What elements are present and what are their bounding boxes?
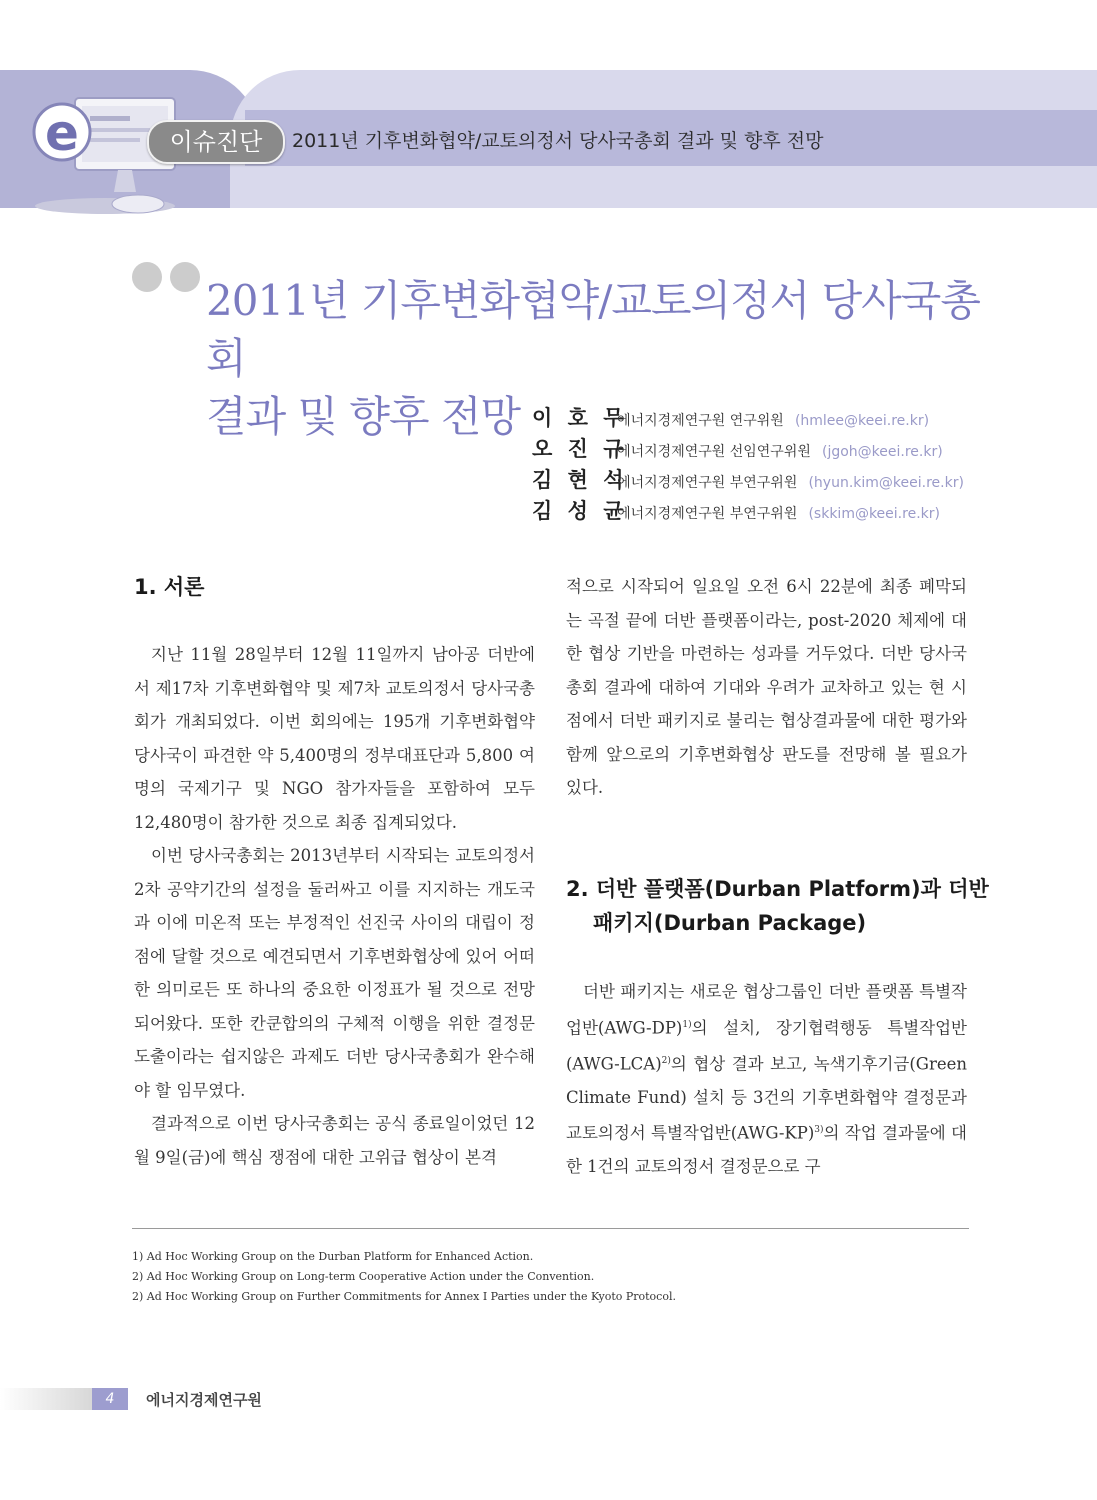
author-entry: [532, 402, 929, 432]
text-run: 의 설치, 장기협력행동 특별작업반(AWG-LCA): [566, 1018, 967, 1073]
right-column-top: [566, 570, 967, 805]
section-1-heading: 1. 서론: [134, 575, 205, 599]
author-name: 김 현 석: [532, 468, 628, 492]
author-entry: [532, 495, 940, 525]
author-email: (hmlee@keei.re.kr): [794, 413, 930, 429]
svg-text:e: e: [45, 104, 79, 162]
text-run: 의 협상 결과 보고, 녹색기후기금(Green Climate Fund) 설치 등 3건의 기후변화협약 결정문과 교토의정서 특별작업반(AWG-KP): [566, 1054, 967, 1143]
footnote: 1) Ad Hoc Working Group on the Durban Platform for Enhanced Action.: [132, 1250, 534, 1263]
author-name: 이 호 무: [532, 406, 628, 430]
author-name: 김 성 균: [532, 499, 628, 523]
author-name: 오 진 규: [532, 437, 628, 461]
author-entry: [532, 433, 943, 463]
left-column: [134, 638, 535, 1174]
author-email: (hyun.kim@keei.re.kr): [808, 475, 964, 491]
author-affiliation: 에너지경제연구원 선임연구위원: [617, 444, 811, 460]
right-column-bottom: [566, 975, 967, 1184]
author-email: (jgoh@keei.re.kr): [821, 444, 943, 460]
section-2-heading-line2: 패키지(Durban Package): [593, 911, 867, 935]
footnote: 2) Ad Hoc Working Group on Further Commitments for Annex I Parties under the Kyoto Protocol.: [132, 1290, 676, 1303]
author-affiliation: 에너지경제연구원 부연구위원: [617, 475, 798, 491]
section-2-heading: [566, 872, 989, 940]
decorative-dot: [132, 262, 162, 292]
paragraph: 결과적으로 이번 당사국총회는 공식 종료일이었던 12월 9일(금)에 핵심 쟁점에 대한 고위급 협상이 본격: [134, 1114, 535, 1167]
author-email: (skkim@keei.re.kr): [808, 506, 940, 522]
footer-organization: 에너지경제연구원: [146, 1391, 262, 1409]
decorative-dot: [170, 262, 200, 292]
paragraph: 이번 당사국총회는 2013년부터 시작되는 교토의정서 2차 공약기간의 설정을 둘러싸고 이를 지지하는 개도국과 이에 미온적 또는 부정적인 선진국 사이의 대립이 정점에 달할 것으로 예견되면서 기후변화협상에 있어 어떠한 의미로든 또 하나의 중요한 이정표가 될 것으로 전망되어왔다. 또한 칸쿤합의의 구체적 이행을 위한 결정문 도출이라는 쉽지않은 과제도 더반 당사국총회가 완수해야 할 임무였다.: [134, 846, 535, 1100]
footnote: 2) Ad Hoc Working Group on Long-term Cooperative Action under the Convention.: [132, 1270, 595, 1283]
article-title-line2: 결과 및 향후 전망: [206, 392, 521, 441]
header-title: 2011년 기후변화협약/교토의정서 당사국총회 결과 및 향후 전망: [292, 130, 824, 152]
author-affiliation: 에너지경제연구원 연구위원: [617, 413, 784, 429]
footnote-ref: 2): [661, 1055, 671, 1066]
section-2-heading-line1: 2. 더반 플랫폼(Durban Platform)과 더반: [566, 877, 989, 901]
paragraph: 적으로 시작되어 일요일 오전 6시 22분에 최종 폐막되는 곡절 끝에 더반 플랫폼이라는, post-2020 체제에 대한 협상 기반을 마련하는 성과를 거두었다. 더반 당사국총회 결과에 대하여 기대와 우려가 교차하고 있는 현 시점에서 더반 패키지로 불리는 협상결과물에 대한 평가와 함께 앞으로의 기후변화협상 판도를 전망해 볼 필요가 있다.: [566, 577, 967, 797]
footnote-ref: 3): [814, 1125, 824, 1135]
page-number: 4: [92, 1388, 128, 1410]
paragraph: 지난 11월 28일부터 12월 11일까지 남아공 더반에서 제17차 기후변화협약 및 제7차 교토의정서 당사국총회가 개최되었다. 이번 회의에는 195개 기후변화협약 당사국이 파견한 약 5,400명의 정부대표단과 5,800 여명의 국제기구 및 NGO 참가자들을 포함하여 모두 12,480명이 참가한 것으로 최종 집계되었다.: [134, 645, 535, 832]
text-run: 더반 패키지는 새로운 협상그룹인 더반 플랫폼 특별작업반(AWG-DP): [566, 982, 967, 1037]
author-affiliation: 에너지경제연구원 부연구위원: [617, 506, 798, 522]
article-title-line1: 2011년 기후변화협약/교토의정서 당사국총회: [206, 276, 980, 383]
text-run: 의 작업 결과물에 대한 1건의 교토의정서 결정문으로 구: [566, 1123, 967, 1176]
footnote-divider: [132, 1228, 969, 1229]
section-label: 이슈진단: [147, 120, 285, 164]
footnote-ref: 1): [682, 1019, 692, 1030]
paragraph: [566, 975, 967, 1184]
author-entry: [532, 464, 964, 494]
